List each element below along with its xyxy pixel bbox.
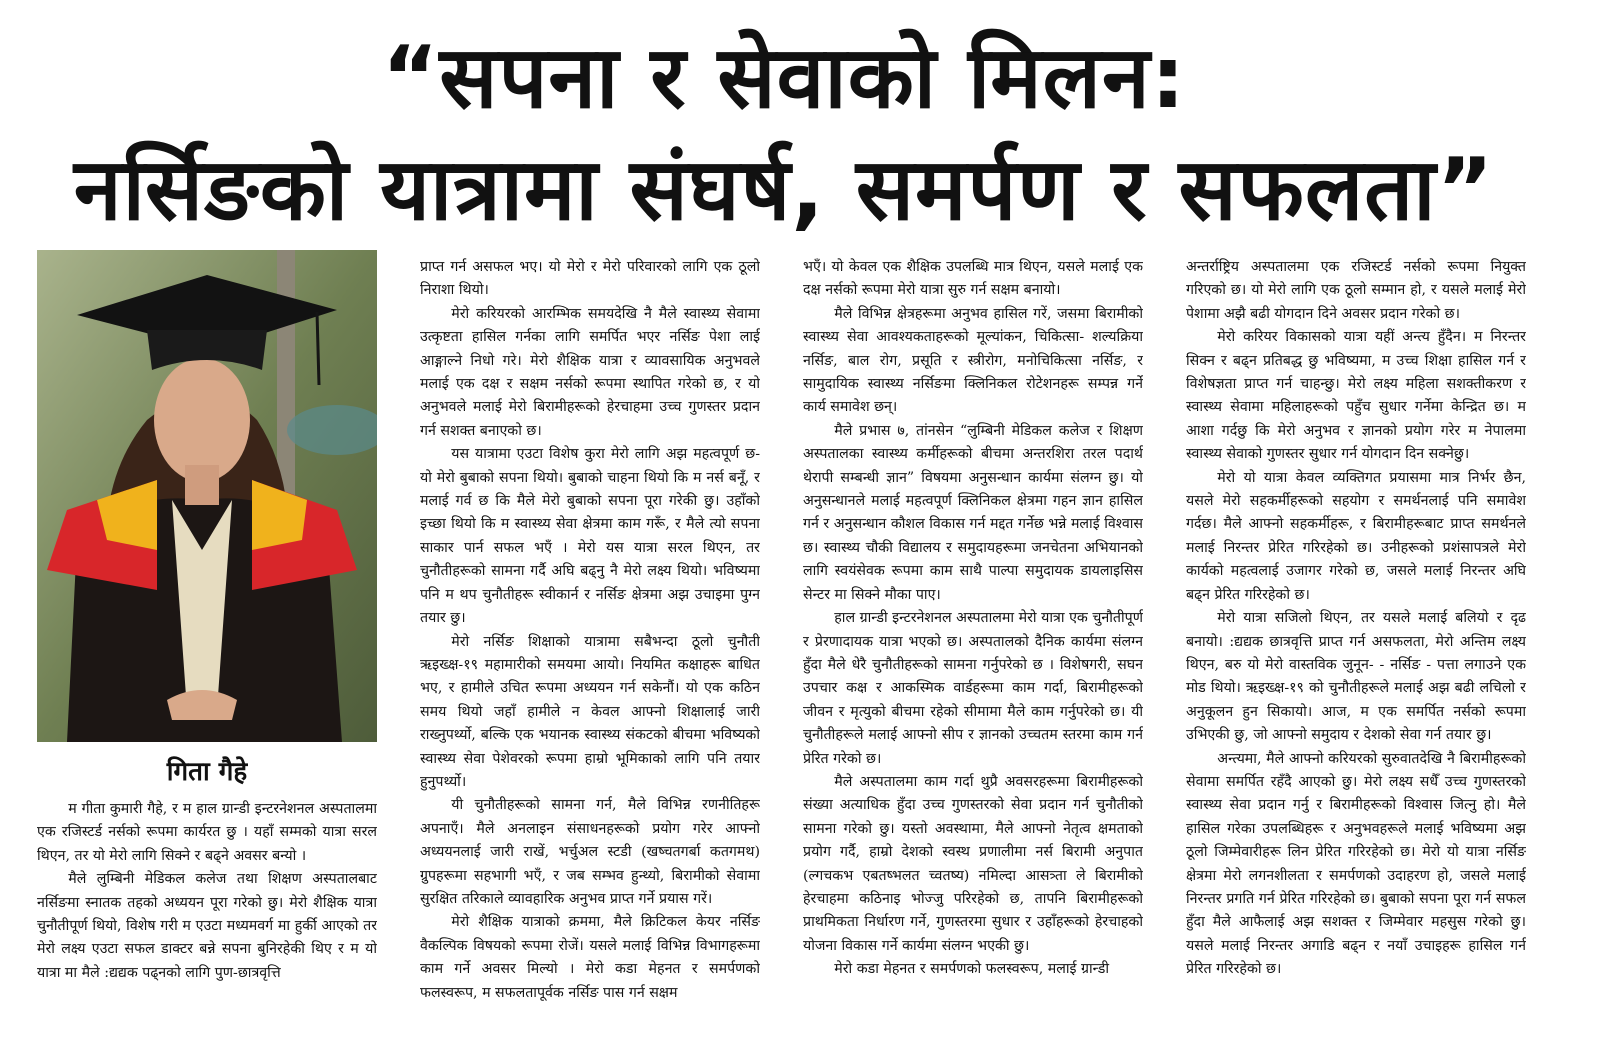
article-paragraph: मेरो करियरको आरम्भिक समयदेखि नै मैले स्वास्थ्य सेवामा उत्कृष्टता हासिल गर्नका लागि समर्पित भएर नर्सिङ पेशा लाई आङ्गाल्ने निधो गरे। मेरो शैक्षिक यात्रा र व्यावसायिक अनुभवले मलाई एक दक्ष र सक्षम नर्सको रूपमा स्थापित गरेको छ, र यो अनुभवले मलाई मेरो बिरामीहरूको हेरचाहमा उच्च गुणस्तर प्रदान गर्न सशक्त बनाएको छ। [420,305,760,439]
article-paragraph: भएँ। यो केवल एक शैक्षिक उपलब्धि मात्र थिएन, यसले मलाई एक दक्ष नर्सको रूपमा मेरो यात्रा सुरु गर्न सक्षम बनायो। [803,259,1143,299]
article-paragraph: मेरो यात्रा सजिलो थिएन, तर यसले मलाई बलियो र दृढ बनायो। :द्यद्यक छात्रवृत्ति प्राप्त गर्न असफलता, मेरो अन्तिम लक्ष्य थिएन, बरु यो मेरो वास्तविक जुनून- - नर्सिङ - पत्ता लगाउने एक मोड थियो। ऋइख्क्ष-१९ को चुनौतीहरूले मलाई अझ बढी लचिलो र अनुकूलन हुन सिकायो। आज, म एक समर्पित नर्सको रूपमा उभिएकी छु, जो आफ्नो समुदाय र देशको सेवा गर्न तयार छु। [1186,610,1526,744]
article-column-1 [37,798,377,1014]
portrait-photo [37,250,377,742]
headline-line-2: नर्सिङको यात्रामा संघर्ष, समर्पण र सफलता” [73,140,1495,240]
article-paragraph: म गीता कुमारी गैहे, र म हाल ग्रान्डी इन्टरनेशनल अस्पतालमा एक रजिस्टर्ड नर्सको रूपमा कार्यरत छु । यहाँ सम्मको यात्रा सरल थिएन, तर यो मेरो लागि सिक्ने र बढ्ने अवसर बन्यो । [37,801,377,864]
article-paragraph: हाल ग्रान्डी इन्टरनेशनल अस्पतालमा मेरो यात्रा एक चुनौतीपूर्ण र प्रेरणादायक यात्रा भएको छ। अस्पतालको दैनिक कार्यमा संलग्न हुँदा मैले धेरै चुनौतीहरूको सामना गर्नुपरेको छ । विशेषगरी, सघन उपचार कक्ष र आकस्मिक वार्डहरूमा काम गर्दा, बिरामीहरूको जीवन र मृत्युको बीचमा रहेको सीमामा मैले काम गर्नुपरेको छ। यी चुनौतीहरूले मलाई आफ्नो सीप र ज्ञानको उच्चतम स्तरमा काम गर्न प्रेरित गरेको छ। [803,610,1143,767]
article-paragraph: अन्त्यमा, मैले आफ्नो करियरको सुरुवातदेखि नै बिरामीहरूको सेवामा समर्पित रहँदै आएको छु। मेरो लक्ष्य सधैँ उच्च गुणस्तरको स्वास्थ्य सेवा प्रदान गर्नु र बिरामीहरूको विश्वास जित्नु हो। मैले हासिल गरेका उपलब्धिहरू र अनुभवहरूले मलाई भविष्यमा अझ ठूलो जिम्मेवारीहरू लिन प्रेरित गरिरहेको छ। मेरो यो यात्रा नर्सिङ क्षेत्रमा मेरो लगनशीलता र समर्पणको उदाहरण हो, जसले मलाई निरन्तर प्रगति गर्न प्रेरित गरिरहेको छ। बुबाको सपना पूरा गर्न सफल हुँदा मैले आफैलाई अझ सशक्त र जिम्मेवार महसुस गरेको छु। यसले मलाई निरन्तर अगाडि बढ्न र नयाँ उचाइहरू हासिल गर्न प्रेरित गरिरहेको छ। [1186,750,1526,978]
article-paragraph: मैले लुम्बिनी मेडिकल कलेज तथा शिक्षण अस्पतालबाट नर्सिङमा स्नातक तहको अध्ययन पूरा गरेको छु। मेरो शैक्षिक यात्रा चुनौतीपूर्ण थियो, विशेष गरी म एउटा मध्यमवर्ग मा हुर्की आएको तर मेरो लक्ष्य एउटा सफल डाक्टर बन्ने सपना बुनिरहेकी थिए र म यो यात्रा मा मैले :द्यद्यक पढ्नको लागि पुण-छात्रवृत्ति [37,871,377,981]
article-column-2 [420,256,760,1014]
article-paragraph: मैले अस्पतालमा काम गर्दा थुप्रै अवसरहरूमा बिरामीहरूको संख्या अत्याधिक हुँदा उच्च गुणस्तरको सेवा प्रदान गर्न चुनौतीको सामना गरेको छु। यस्तो अवस्थामा, मैले आफ्नो नेतृत्व क्षमताको प्रयोग गर्दै, हाम्रो देशको स्वस्थ प्रणालीमा नर्स बिरामी अनुपात (ल्गचकभ एबतष्भलत च्वतष्य) नमिल्दा आसत्र्ता ले बिरामीको हेरचाहमा कठिनाइ भोज्जु परिरहेको छ, तापनि बिरामीहरूको प्राथमिकता निर्धारण गर्ने, गुणस्तरमा सुधार र उहाँहरूको हेरचाहको योजना विकास गर्ने कार्यमा संलग्न भएकी छु। [803,773,1143,954]
photo-caption-name: गिता गैहे [166,757,248,787]
graduate-portrait-image [37,250,377,742]
article-column-3 [803,256,1143,1014]
article-paragraph: यी चुनौतीहरूको सामना गर्न, मैले विभिन्न रणनीतिहरू अपनाएँ। मैले अनलाइन संसाधनहरूको प्रयोग गरेर आफ्नो अध्ययनलाई जारी राखें, भर्चुअल स्टडी (खष्चतगर्बा कतगमथ) ग्रुपहरूमा सहभागी भएँ, र जब सम्भव हुन्थ्यो, बिरामीको सेवामा सुरक्षित तरिकाले व्यावहारिक अनुभव प्राप्त गर्ने प्रयास गरें। [420,797,760,907]
article-paragraph: मेरो करियर विकासको यात्रा यहीं अन्त्य हुँदैन। म निरन्तर सिक्न र बढ्न प्रतिबद्ध छु भविष्यमा, म उच्च शिक्षा हासिल गर्न र विशेषज्ञता प्राप्त गर्न चाहन्छु। मेरो लक्ष्य महिला सशक्तीकरण र स्वास्थ्य सेवामा महिलाहरूको पहुँच सुधार गर्नेमा केन्द्रित छ। म आशा गर्दछु कि मेरो अनुभव र ज्ञानको प्रयोग गरेर म नेपालमा स्वास्थ्य सेवाको गुणस्तर सुधार गर्न योगदान दिन सक्नेछु। [1186,329,1526,463]
headline-line-1: “सपना र सेवाको मिलन: [381,28,1187,128]
article-column-4 [1186,256,1526,1014]
article-paragraph: मेरो शैक्षिक यात्राको क्रममा, मैले क्रिटिकल केयर नर्सिङ वैकल्पिक विषयको रूपमा रोजें। यसले मलाई विभिन्न विभागहरूमा काम गर्ने अवसर मिल्यो । मेरो कडा मेहनत र समर्पणको फलस्वरूप, म सफलतापूर्वक नर्सिङ पास गर्न सक्षम [420,914,760,1001]
article-paragraph: मेरो यो यात्रा केवल व्यक्तिगत प्रयासमा मात्र निर्भर छैन, यसले मेरो सहकर्मीहरूको सहयोग र समर्थनलाई पनि समावेश गर्दछ। मैले आफ्नो सहकर्मीहरू, र बिरामीहरूबाट प्राप्त समर्थनले मलाई निरन्तर प्रेरित गरिरहेको छ। उनीहरूको प्रशंसापत्रले मेरो कार्यको महत्वलाई उजागर गरेको छ, जसले मलाई निरन्तर अघि बढ्न प्रेरित गरिरहेको छ। [1186,469,1526,603]
article-paragraph: प्राप्त गर्न असफल भए। यो मेरो र मेरो परिवारको लागि एक ठूलो निराशा थियो। [420,259,760,299]
article-paragraph: अन्तर्राष्ट्रिय अस्पतालमा एक रजिस्टर्ड नर्सको रूपमा नियुक्त गरिएको छ। यो मेरो लागि एक ठूलो सम्मान हो, र यसले मलाई मेरो पेशामा अझै बढी योगदान दिने अवसर प्रदान गरेको छ। [1186,259,1526,322]
article-paragraph: मेरो कडा मेहनत र समर्पणको फलस्वरूप, मलाई ग्रान्डी [834,961,1109,978]
headline [20,22,1548,246]
article-paragraph: यस यात्रामा एउटा विशेष कुरा मेरो लागि अझ महत्वपूर्ण छ- यो मेरो बुबाको सपना थियो। बुबाको चाहना थियो कि म नर्स बनूँ, र मलाई गर्व छ कि मैले मेरो बुबाको सपना पूरा गरेकी छु। उहाँको इच्छा थियो कि म स्वास्थ्य सेवा क्षेत्रमा काम गरूँ, र मैले त्यो सपना साकार पार्न सफल भएँ । मेरो यस यात्रा सरल थिएन, तर चुनौतीहरूको सामना गर्दै अघि बढ्नु नै मेरो लक्ष्य थियो। भविष्यमा पनि म थप चुनौतीहरू स्वीकार्न र नर्सिङ क्षेत्रमा अझ उचाइमा पुग्न तयार छु। [420,446,760,627]
article-paragraph: मैले प्रभास ७, तांनसेन “लुम्बिनी मेडिकल कलेज र शिक्षण अस्पतालका स्वास्थ्य कर्मीहरूको बीचमा अन्तरशिरा तरल पदार्थ थेरापी सम्बन्धी ज्ञान” विषयमा अनुसन्धान कार्यमा संलग्न छु। यो अनुसन्धानले मलाई महत्वपूर्ण क्लिनिकल क्षेत्रमा गहन ज्ञान हासिल गर्न र अनुसन्धान कौशल विकास गर्न मद्दत गर्नेछ भन्ने मलाई विश्वास छ। स्वास्थ्य चौकी विद्यालय र समुदायहरूमा जनचेतना अभियानको लागि स्वयंसेवक रूपमा काम साथै पाल्पा समुदायक डायलाइसिस सेन्टर मा सिक्ने मौका पाए। [803,422,1143,603]
article-paragraph: मैले विभिन्न क्षेत्रहरूमा अनुभव हासिल गरें, जसमा बिरामीको स्वास्थ्य सेवा आवश्यकताहरूको मूल्यांकन, चिकित्सा- शल्यक्रिया नर्सिङ, बाल रोग, प्रसूति र स्त्रीरोग, मनोचिकित्सा नर्सिङ, र सामुदायिक स्वास्थ्य नर्सिङमा क्लिनिकल रोटेशनहरू सम्पन्न गर्ने कार्य समावेश छन्। [803,305,1143,416]
article-paragraph: मेरो नर्सिङ शिक्षाको यात्रामा सबैभन्दा ठूलो चुनौती ऋइख्क्ष-१९ महामारीको समयमा आयो। नियमित कक्षाहरू बाधित भए, र हामीले उचित रूपमा अध्ययन गर्न सकेनौं। यो एक कठिन समय थियो जहाँ हामीले न केवल आफ्नो शिक्षालाई जारी राख्नुपर्थ्यो, बल्कि एक भयानक स्वास्थ्य संकटको बीचमा भविष्यको स्वास्थ्य सेवा पेशेवरको रूपमा हाम्रो भूमिकाको लागि पनि तयार हुनुपर्थ्यो। [420,633,760,790]
